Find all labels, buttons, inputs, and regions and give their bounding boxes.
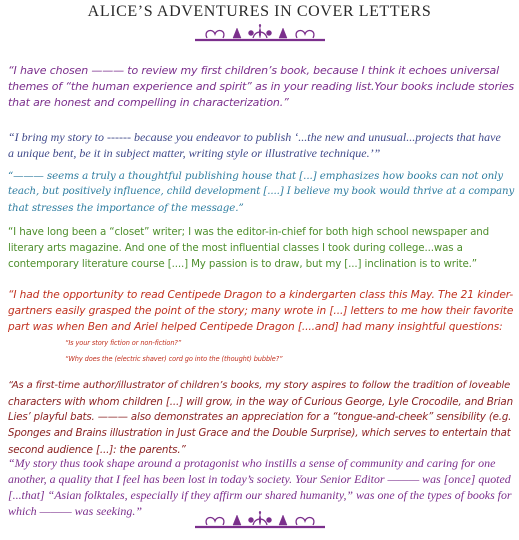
quote-line: Sponges and Brains illustration in Just Grace and the Double Surprise), which serves to entertain that [8,428,511,439]
quote-line: that stresses the importance of the message.” [8,202,244,214]
quote-line: that are honest and compelling in characterization.” [8,96,289,109]
quote-line: contemporary literature course [....] My passion is to draw, but my [...] inclination is to write.” [8,258,477,270]
flourish-ornament-icon [193,24,327,44]
quote-line: part was when Ben and Ariel helped Centipede Dragon [....and] had many insightful questions: [8,321,503,333]
quote-line: a unique bent, be it in subject matter, writing style or illustrative technique.’” [8,146,381,160]
quote-line: characters with whom children [...] will grow, in the way of Curious George, Lyle Crocodile, and Brian [8,396,513,408]
quote-line: “——— seems a truly a thoughtful publishing house that [...] emphasizes how books can not only [8,170,504,182]
quote-3 [8,168,514,216]
quote-6 [8,378,514,458]
quote-line: “I bring my story to ------ because you endeavor to publish ‘...the new and unusual...projects that have [8,130,501,144]
quote-line: “I had the opportunity to read Centipede Dragon to a kindergarten class this May. The 21 kinder- [8,289,514,301]
quote-line: themes of “the human experience and spirit” as in your reading list.Your books include stories [8,80,514,93]
quote-line: “As a first-time author/illustrator of children’s books, my story aspires to follow the tradition of loveable [8,380,511,391]
quote-2 [8,129,514,161]
quote-line: gartners easily grasped the point of the story; many wrote in [...] letters to me how their favorite [8,305,514,317]
quote-sub-line: “Is your story fiction or non-fiction?” [65,339,182,347]
quote-sub-line: “Why does the (electric shaver) cord go into the (thought) bubble?” [65,355,283,363]
flourish-ornament-icon [193,511,327,531]
page-title: ALICE’S ADVENTURES IN COVER LETTERS [87,3,432,20]
quote-line: teach, but positively influence, child development [....] I believe my book would thrive at a company [8,186,515,197]
quote-line: “My story thus took shape around a protagonist who instills a sense of community and caring for one [8,456,496,470]
quote-line: literary arts magazine. And one of the most influential classes I took during college...was a [8,242,463,254]
quote-line: Lies’ playful bats. ——— also demonstrates an appreciation for a “tongue-and-cheek” sensibility (e.g. [8,412,512,423]
quote-5 [8,287,514,367]
quote-line: [...that] “Asian folktales, especially if they affirm our shared humanity,” was one of the types of books for [8,488,512,502]
quote-line: another, a quality that I feel has been lost in today’s society. Your Senior Editor ——— was [once] quoted [8,472,511,486]
quote-line: second audience [...]: the parents.” [8,444,186,456]
quote-line: which ——— was seeking.” [8,504,143,518]
quote-line: “I have chosen ——— to review my first children’s book, because I think it echoes universal [8,64,500,77]
quote-4 [8,224,514,272]
quote-7 [8,455,514,519]
quote-line: “I have long been a “closet” writer; I was the editor-in-chief for both high school newspaper and [8,226,490,238]
quote-1 [8,63,514,111]
